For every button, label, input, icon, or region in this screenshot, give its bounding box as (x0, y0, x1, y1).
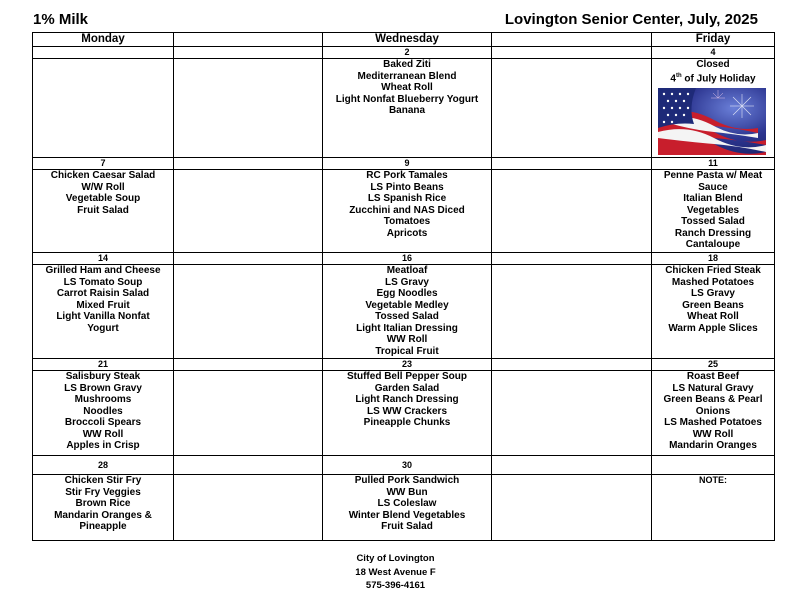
menu-item: Light Italian Dressing (356, 322, 458, 334)
menu-cell (323, 59, 492, 158)
day-number-row (33, 359, 775, 371)
menu-item: Warm Apple Slices (668, 322, 758, 334)
menu-item: Mandarin Oranges & (54, 509, 152, 521)
footer-address: 18 West Avenue F (355, 566, 436, 578)
menu-item: Apples in Crisp (66, 440, 140, 451)
menu-cell (33, 475, 174, 541)
menu-item: Onions (695, 405, 731, 417)
empty-cell (492, 371, 652, 456)
menu-item: LS Brown Gravy (64, 382, 142, 394)
menu-item: Light Ranch Dressing (355, 394, 459, 405)
empty-cell (492, 253, 652, 265)
empty-cell (174, 47, 323, 59)
menu-item: Green Beans (682, 299, 744, 311)
menu-item: LS Gravy (691, 288, 735, 299)
menu-item: Fruit Salad (77, 204, 129, 216)
empty-cell (174, 265, 323, 359)
menu-item: Penne Pasta w/ Meat (663, 170, 763, 181)
note-cell (652, 475, 775, 541)
empty-cell (174, 59, 323, 158)
milk-note: 1% Milk (33, 11, 89, 28)
day-number: 9 (323, 158, 492, 170)
menu-row (33, 59, 775, 158)
day-number-row (33, 47, 775, 59)
menu-item: Ranch Dressing (674, 227, 752, 239)
menu-item: LS Mashed Potatoes (664, 417, 762, 428)
menu-item: WW Bun (386, 486, 428, 498)
day-number: 11 (652, 158, 775, 170)
empty-cell (174, 371, 323, 456)
menu-item: Grilled Ham and Cheese (45, 265, 161, 276)
day-number (33, 47, 174, 59)
menu-item: Stir Fry Veggies (65, 486, 141, 498)
menu-item: W/W Roll (81, 181, 125, 193)
menu-item: LS Tomato Soup (63, 276, 143, 288)
menu-item: Baked Ziti (383, 59, 431, 70)
menu-item: Mixed Fruit (76, 299, 130, 311)
menu-item: Pineapple Chunks (363, 417, 451, 428)
menu-cell (323, 475, 492, 541)
menu-item: Mandarin Oranges (669, 440, 757, 451)
empty-cell (174, 253, 323, 265)
empty-cell (492, 59, 652, 158)
menu-cell (33, 170, 174, 253)
menu-item: Banana (388, 105, 426, 116)
menu-item: Italian Blend (683, 193, 743, 204)
empty-cell (492, 265, 652, 359)
weekday-header-row (33, 33, 775, 47)
empty-cell (492, 359, 652, 371)
menu-item: Brown Rice (75, 498, 131, 509)
menu-calendar (32, 32, 775, 541)
menu-item: Tossed Salad (681, 216, 745, 227)
menu-item: Cantaloupe (685, 239, 741, 250)
footer-phone: 575-396-4161 (365, 580, 426, 591)
day-number: 18 (652, 253, 775, 265)
menu-item: Chicken Fried Steak (665, 265, 761, 276)
empty-cell (652, 456, 775, 475)
menu-item: Tropical Fruit (375, 345, 439, 357)
page-title: Lovington Senior Center, July, 2025 (504, 11, 758, 28)
menu-item: Egg Noodles (376, 288, 438, 299)
menu-item: LS Spanish Rice (367, 193, 447, 204)
day-number: 25 (652, 359, 775, 371)
menu-item: WW Roll (386, 334, 428, 345)
day-number: 2 (323, 47, 492, 59)
menu-item: Mediterranean Blend (357, 70, 457, 82)
empty-cell (492, 456, 652, 475)
menu-item: Broccoli Spears (64, 417, 142, 428)
day-number: 21 (33, 359, 174, 371)
empty-cell (492, 475, 652, 541)
menu-item: Carrot Raisin Salad (56, 288, 150, 299)
menu-item: LS Pinto Beans (370, 181, 444, 193)
menu-cell (323, 265, 492, 359)
empty-cell (174, 456, 323, 475)
menu-item: Pineapple (79, 521, 127, 532)
menu-item: WW Roll (82, 428, 124, 440)
day-number-row (33, 158, 775, 170)
day-number: 4 (652, 47, 775, 59)
menu-item: RC Pork Tamales (366, 170, 448, 181)
holiday-label: 4th of July Holiday (670, 72, 756, 84)
menu-item: Chicken Stir Fry (64, 475, 142, 486)
menu-item: LS Natural Gravy (672, 382, 754, 394)
menu-row (33, 170, 775, 253)
day-number: 28 (33, 456, 174, 475)
header-thursday (492, 33, 652, 47)
menu-item: Green Beans & Pearl (663, 394, 763, 405)
menu-cell (652, 371, 775, 456)
menu-item: Roast Beef (686, 371, 740, 382)
menu-row (33, 265, 775, 359)
menu-row (33, 371, 775, 456)
header-monday: Monday (33, 33, 174, 47)
day-number: 23 (323, 359, 492, 371)
empty-cell (174, 475, 323, 541)
empty-cell (174, 170, 323, 253)
menu-item: Fruit Salad (381, 521, 433, 532)
note-label: NOTE: (699, 475, 727, 485)
menu-item: Sauce (698, 181, 728, 193)
menu-item: LS Gravy (385, 276, 429, 288)
menu-item: Tomatoes (383, 216, 431, 227)
menu-item: Yogurt (87, 322, 119, 334)
menu-cell (33, 59, 174, 158)
american-flag-fireworks-image (658, 88, 766, 155)
menu-item: Zucchini and NAS Diced (349, 204, 465, 216)
menu-item: Mashed Potatoes (671, 276, 755, 288)
empty-cell (174, 158, 323, 170)
menu-cell (33, 265, 174, 359)
menu-item: Mushrooms (74, 394, 132, 405)
menu-cell (652, 170, 775, 253)
day-number-row (33, 253, 775, 265)
footer-contact (0, 552, 791, 593)
menu-item: Stuffed Bell Pepper Soup (346, 371, 467, 382)
day-number: 16 (323, 253, 492, 265)
menu-item: Noodles (83, 405, 123, 417)
menu-item: WW Roll (692, 428, 734, 440)
empty-cell (174, 359, 323, 371)
menu-item: Light Vanilla Nonfat (56, 311, 150, 322)
menu-cell (33, 371, 174, 456)
menu-item: Chicken Caesar Salad (50, 170, 156, 181)
empty-cell (492, 47, 652, 59)
holiday-cell (652, 59, 775, 158)
day-number: 7 (33, 158, 174, 170)
day-number: 30 (323, 456, 492, 475)
day-number-row (33, 456, 775, 475)
menu-cell (652, 265, 775, 359)
menu-item: Pulled Pork Sandwich (354, 475, 460, 486)
menu-cell (323, 371, 492, 456)
menu-item: Wheat Roll (381, 82, 433, 93)
menu-item: Tossed Salad (375, 311, 439, 322)
menu-cell (323, 170, 492, 253)
day-number: 14 (33, 253, 174, 265)
menu-row (33, 475, 775, 541)
footer-city: City of Lovington (356, 553, 435, 564)
menu-item: Garden Salad (374, 382, 440, 394)
menu-item: Apricots (386, 227, 428, 239)
menu-item: LS WW Crackers (366, 405, 448, 417)
menu-item: Vegetables (686, 204, 740, 216)
header-wednesday: Wednesday (323, 33, 492, 47)
menu-item: Meatloaf (386, 265, 428, 276)
menu-item: Vegetable Medley (365, 299, 449, 311)
empty-cell (492, 158, 652, 170)
menu-item: Vegetable Soup (65, 193, 141, 204)
menu-item: Salisbury Steak (65, 371, 141, 382)
empty-cell (492, 170, 652, 253)
menu-item: LS Coleslaw (377, 498, 437, 509)
header-tuesday (174, 33, 323, 47)
closed-label: Closed (696, 59, 730, 70)
header-friday: Friday (652, 33, 775, 47)
menu-item: Winter Blend Vegetables (348, 509, 466, 521)
menu-item: Wheat Roll (687, 311, 739, 322)
menu-item: Light Nonfat Blueberry Yogurt (335, 93, 479, 105)
